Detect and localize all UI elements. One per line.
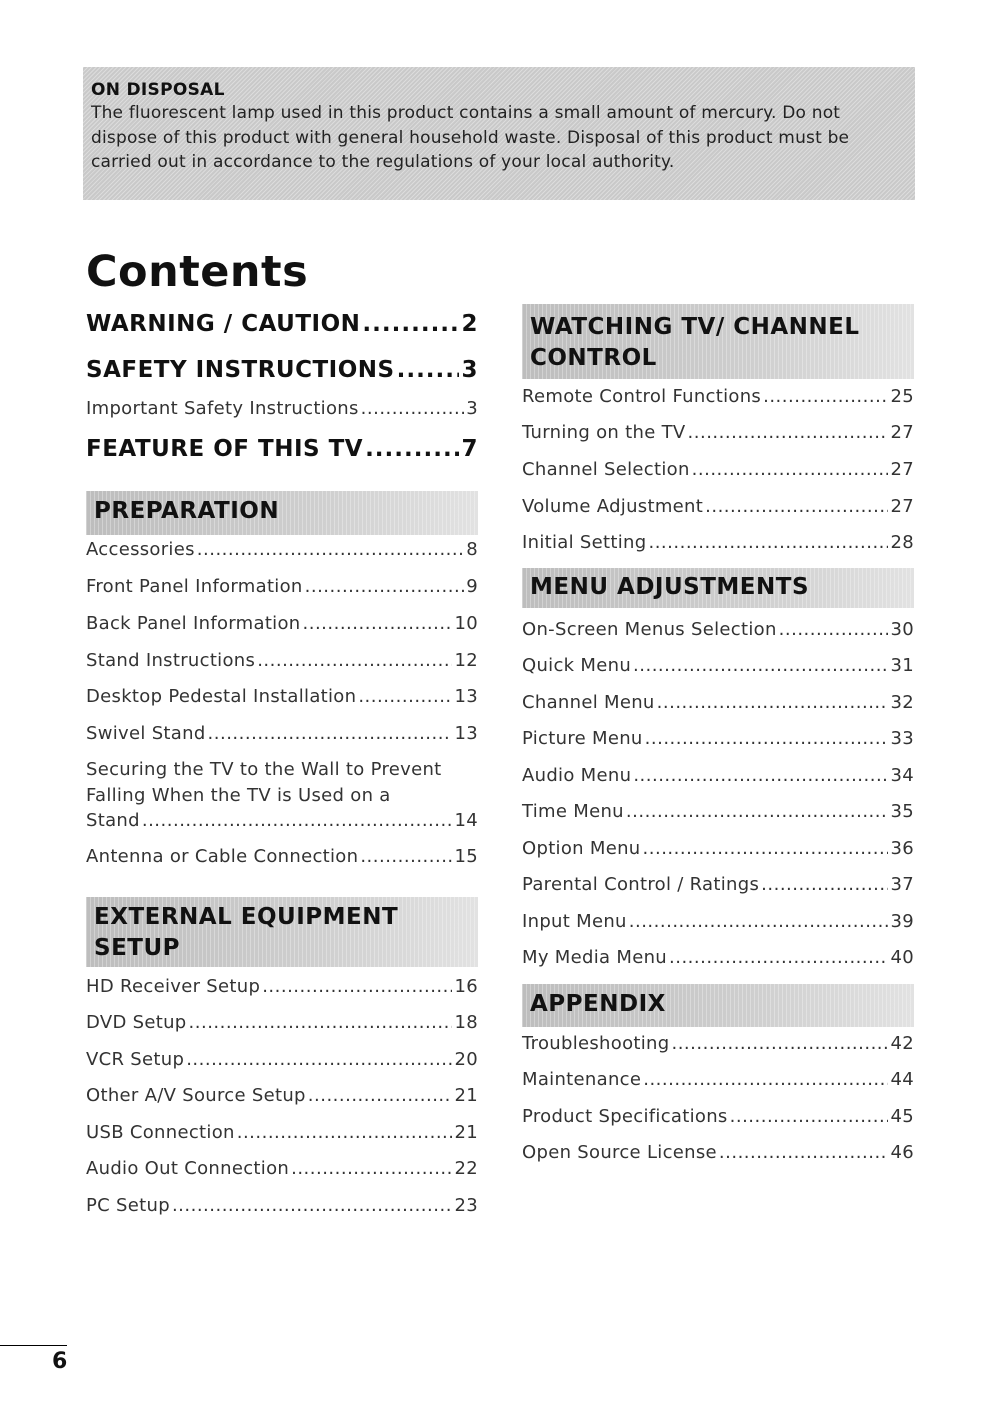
toc-entry[interactable]: Turning on the TV ..... 27: [522, 422, 914, 443]
section-heading-watching-tv: WATCHING TV/ CHANNEL CONTROL: [522, 304, 914, 379]
toc-entry[interactable]: Product Specifications ..... 45: [522, 1106, 914, 1127]
toc-entry[interactable]: VCR Setup ..... 20: [86, 1049, 478, 1070]
section-heading-external-equipment: EXTERNAL EQUIPMENT SETUP: [86, 897, 478, 967]
toc-entry[interactable]: Antenna or Cable Connection ..... 15: [86, 846, 478, 867]
notice-line: The fluorescent lamp used in this product contains a small amount of mercury. Do not: [91, 103, 841, 123]
toc-entry[interactable]: Quick Menu ..... 31: [522, 655, 914, 676]
toc-entry[interactable]: Front Panel Information ..... 9: [86, 576, 478, 597]
page-number-rule: [0, 1345, 67, 1346]
toc-entry[interactable]: On-Screen Menus Selection ..... 30: [522, 619, 914, 640]
toc-entry[interactable]: Stand Instructions ..... 12: [86, 650, 478, 671]
notice-title: ON DISPOSAL: [91, 80, 225, 100]
section-heading-menu-adjustments: MENU ADJUSTMENTS: [522, 568, 914, 608]
toc-entry[interactable]: Parental Control / Ratings ..... 37: [522, 874, 914, 895]
toc-entry[interactable]: Audio Menu ..... 34: [522, 765, 914, 786]
toc-entry[interactable]: Important Safety Instructions ..... 3: [86, 398, 478, 419]
toc-entry[interactable]: My Media Menu ..... 40: [522, 947, 914, 968]
page-number: 6: [52, 1349, 68, 1374]
toc-entry[interactable]: Remote Control Functions ..... 25: [522, 386, 914, 407]
contents-title: Contents: [86, 247, 309, 297]
toc-entry[interactable]: Initial Setting ..... 28: [522, 532, 914, 553]
toc-entry[interactable]: Option Menu ..... 36: [522, 838, 914, 859]
section-heading-preparation: PREPARATION: [86, 491, 478, 535]
toc-entry[interactable]: Troubleshooting ..... 42: [522, 1033, 914, 1054]
toc-entry[interactable]: Back Panel Information ..... 10: [86, 613, 478, 634]
toc-entry[interactable]: Volume Adjustment ..... 27: [522, 496, 914, 517]
toc-entry[interactable]: Maintenance ..... 44: [522, 1069, 914, 1090]
toc-major-warning[interactable]: WARNING / CAUTION ..... 2: [86, 311, 478, 337]
toc-entry[interactable]: PC Setup ..... 23: [86, 1195, 478, 1216]
notice-line: dispose of this product with general household waste. Disposal of this product must be: [91, 127, 850, 148]
toc-major-safety[interactable]: SAFETY INSTRUCTIONS ..... 3: [86, 357, 478, 383]
toc-major-feature[interactable]: FEATURE OF THIS TV ..... 7: [86, 436, 478, 462]
toc-entry[interactable]: Audio Out Connection ..... 22: [86, 1158, 478, 1179]
toc-entry[interactable]: Other A/V Source Setup ..... 21: [86, 1085, 478, 1106]
toc-entry[interactable]: DVD Setup ..... 18: [86, 1012, 478, 1033]
toc-entry[interactable]: Channel Menu ..... 32: [522, 692, 914, 713]
toc-entry[interactable]: Input Menu ..... 39: [522, 911, 914, 932]
toc-entry[interactable]: Channel Selection ..... 27: [522, 459, 914, 480]
toc-entry[interactable]: USB Connection ..... 21: [86, 1122, 478, 1143]
notice-line: carried out in accordance to the regulations of your local authority.: [91, 152, 675, 172]
toc-entry[interactable]: Swivel Stand ..... 13: [86, 723, 478, 744]
toc-entry[interactable]: HD Receiver Setup ..... 16: [86, 976, 478, 997]
toc-entry[interactable]: Desktop Pedestal Installation ..... 13: [86, 686, 478, 707]
toc-entry[interactable]: Time Menu ..... 35: [522, 801, 914, 822]
section-heading-appendix: APPENDIX: [522, 984, 914, 1027]
toc-entry[interactable]: Accessories ..... 8: [86, 539, 478, 560]
toc-entry[interactable]: Picture Menu ..... 33: [522, 728, 914, 749]
toc-entry-multiline[interactable]: Securing the TV to the Wall to Prevent Falling When the TV is Used on a Stand ..... 14: [86, 757, 478, 834]
toc-entry[interactable]: Open Source License ..... 46: [522, 1142, 914, 1163]
disposal-notice: [83, 67, 915, 200]
notice-body: [91, 101, 905, 175]
